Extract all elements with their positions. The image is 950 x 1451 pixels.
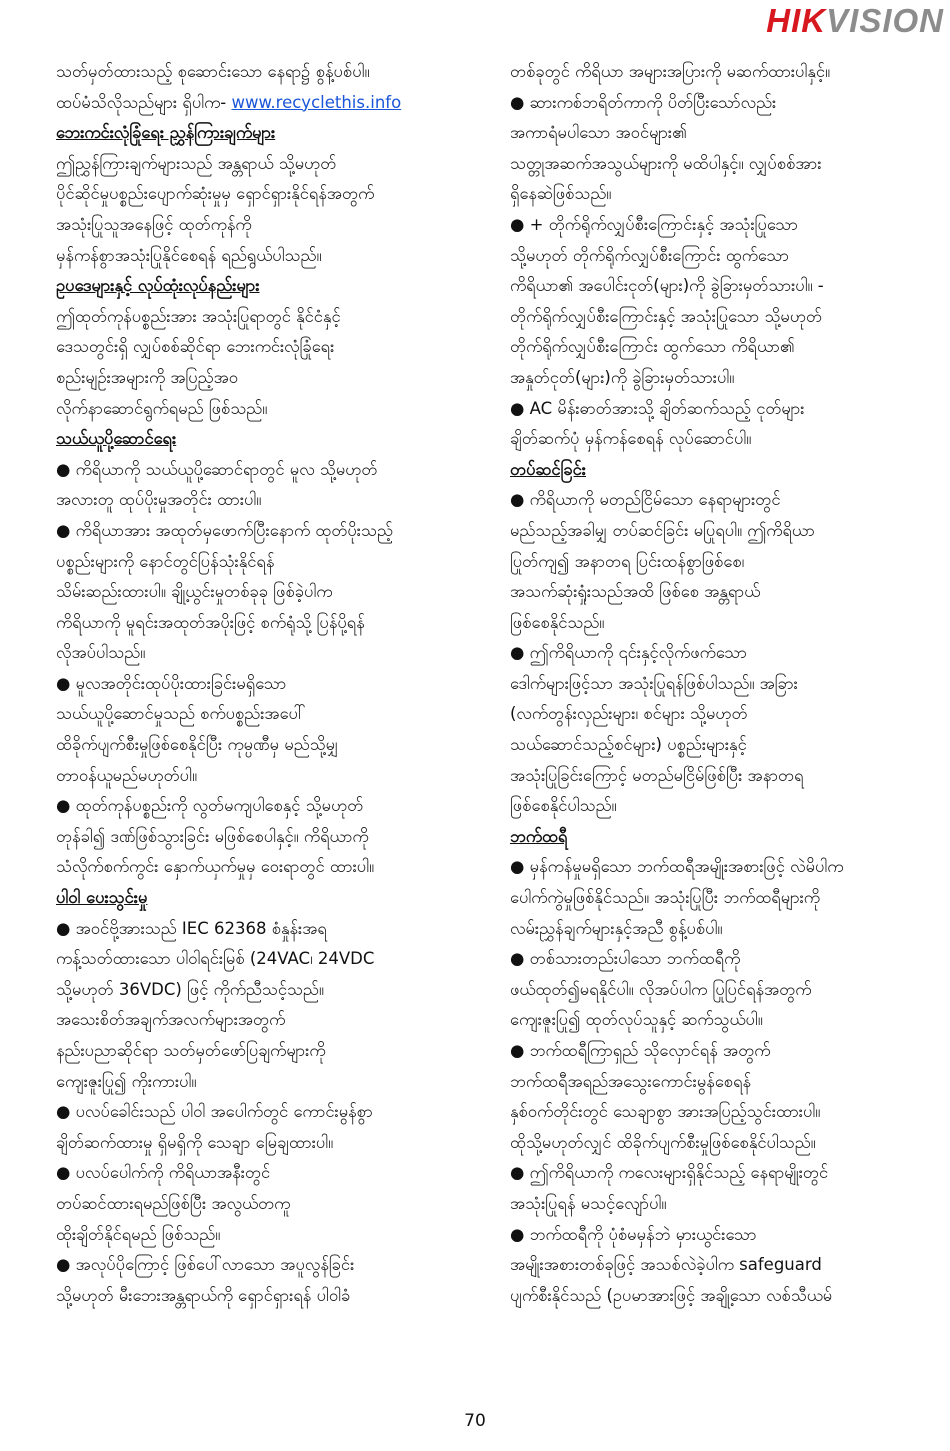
- line-text: သို့မဟုတ် 36VDC) ဖြင့် ကိုက်ညီသင့်သည်။: [56, 979, 324, 999]
- text-line: [510, 1220, 942, 1251]
- text-line: [510, 730, 942, 761]
- text-line: [510, 944, 942, 975]
- line-text: ပေါက်ကွဲမှုဖြစ်နိုင်သည်။ အသုံးပြုပြီး ဘက်ထရီများကို: [510, 888, 820, 908]
- text-line: [56, 608, 482, 639]
- text-line: [56, 394, 482, 425]
- line-text: ဤညွှန်ကြားချက်များသည် အန္တရာယ် သို့မဟုတ်: [56, 153, 337, 173]
- left-column: [56, 57, 482, 1311]
- text-line: [56, 88, 482, 119]
- text-line: [510, 699, 942, 730]
- text-line: [56, 1036, 482, 1067]
- text-line: [510, 791, 942, 822]
- text-line: [510, 332, 942, 363]
- line-text: ပါဝါ ပေးသွင်းမှု: [56, 888, 148, 908]
- text-line: [510, 179, 942, 210]
- line-text: သံလိုက်စက်ကွင်း နှောက်ယှက်မှုမှ ဝေးရာတွင် ထားပါ။: [56, 857, 375, 877]
- text-line: [510, 516, 942, 547]
- line-text: သို့မဟုတ် တိုက်ရိုက်လျှပ်စီးကြောင်း ထွက်သော: [510, 245, 789, 265]
- text-line: [56, 577, 482, 608]
- text-line: [56, 516, 482, 547]
- text-line: [510, 883, 942, 914]
- text-line: [56, 669, 482, 700]
- line-text: ဖယ်ထုတ်၍မရနိုင်ပါ။ လိုအပ်ပါက ပြုပြင်ရန်အတွက်: [510, 979, 812, 999]
- logo-hik: HIK: [766, 2, 827, 39]
- line-text: လိုက်နာဆောင်ရွက်ရမည် ဖြစ်သည်။: [56, 398, 268, 418]
- text-line: [56, 363, 482, 394]
- text-line: [510, 638, 942, 669]
- line-text: အနှုတ်ငုတ်(များ)ကို ခွဲခြားမှတ်သားပါ။: [510, 367, 735, 387]
- text-line: [56, 302, 482, 333]
- line-text: ● ပလပ်ခေါင်းသည် ပါဝါ အပေါက်တွင် ကောင်းမွန်စွာ: [56, 1102, 373, 1122]
- text-line: [510, 1250, 942, 1281]
- text-line: [510, 1158, 942, 1189]
- recycle-link[interactable]: www.recyclethis.info: [231, 92, 402, 112]
- text-line: [56, 210, 482, 241]
- line-text: စည်းမျဉ်းအများကို အပြည့်အဝ: [56, 367, 239, 387]
- line-text: လိုအပ်ပါသည်။: [56, 643, 146, 663]
- text-line: [56, 1128, 482, 1159]
- page-number: 70: [464, 1411, 486, 1431]
- text-line: [56, 1189, 482, 1220]
- line-text: သယ်ဆောင်သည့်စင်များ) ပစ္စည်းများနှင့်: [510, 735, 747, 755]
- line-text: ကိရိယာကို မူရင်းအထုတ်အပိုးဖြင့် စက်ရုံသို့ ပြန်ပို့ရန်: [56, 612, 365, 632]
- line-text: ချိတ်ဆက်ထားမှု ရှိမရှိကို သေချာ မြေချထားပါ။: [56, 1132, 334, 1152]
- text-line: [56, 914, 482, 945]
- line-text: ထိခိုက်ပျက်စီးမှုဖြစ်စေနိုင်ပြီး ကုမ္ပဏီမှ မည်သို့မျှ: [56, 735, 339, 755]
- line-text: ပြုတ်ကျ၍ အနာတရ ပြင်းထန်စွာဖြစ်စေ၊: [510, 551, 745, 571]
- text-line: [56, 761, 482, 792]
- section-heading: [510, 455, 942, 486]
- line-text: တပ်ဆင်ထားရမည်ဖြစ်ပြီး အလွယ်တကူ: [56, 1193, 291, 1213]
- line-text: ● ထုတ်ကုန်ပစ္စည်းကို လွတ်မကျပါစေနှင့် သို့မဟုတ်: [56, 796, 364, 816]
- line-text: အလားတူ ထုပ်ပိုးမှုအတိုင်း ထားပါ။: [56, 490, 262, 510]
- text-line: [510, 485, 942, 516]
- text-line: [510, 914, 942, 945]
- text-line: [56, 1250, 482, 1281]
- text-line: [56, 699, 482, 730]
- line-text: ဒေါက်များဖြင့်သာ အသုံးပြုရန်ဖြစ်ပါသည်။ အခြား: [510, 673, 798, 693]
- line-text: တာဝန်ယူမည်မဟုတ်ပါ။: [56, 765, 197, 785]
- line-text: ● ဤကိရိယာကို ၎င်းနှင့်လိုက်ဖက်သော: [510, 643, 747, 663]
- text-line: [510, 608, 942, 639]
- text-line: [56, 1220, 482, 1251]
- line-text: ဘက်ထရီ: [510, 826, 568, 846]
- line-text: အသေးစိတ်အချက်အလက်များအတွက်: [56, 1010, 286, 1030]
- text-line: [56, 1158, 482, 1189]
- line-text: အသုံးပြုခြင်းကြောင့် မတည်မငြိမ်ဖြစ်ပြီး အနာတရ: [510, 765, 804, 785]
- text-line: [56, 975, 482, 1006]
- right-column: [510, 57, 942, 1311]
- text-line: [510, 852, 942, 883]
- line-text: သယ်ယူပို့ဆောင်ရေး: [56, 429, 177, 449]
- line-text: ● ကိရိယာအား အထုတ်မှဖောက်ပြီးနောက် ထုတ်ပိုးသည့်: [56, 520, 393, 540]
- line-text: အသုံးပြုသူအနေဖြင့် ထုတ်ကုန်ကို: [56, 214, 252, 234]
- line-text: (လက်တွန်းလှည်းများ၊ စင်များ သို့မဟုတ်: [510, 704, 748, 724]
- text-line: [510, 394, 942, 425]
- line-text: အကာရံမပါသော အဝင်များ၏: [510, 123, 687, 143]
- section-heading: [56, 424, 482, 455]
- line-text: ● မှန်ကန်မှုမရှိသော ဘက်ထရီအမျိုးအစားဖြင့် လဲမိပါက: [510, 857, 844, 877]
- line-text: နည်းပညာဆိုင်ရာ သတ်မှတ်ဖော်ပြချက်များကို: [56, 1041, 326, 1060]
- text-line: [56, 455, 482, 486]
- line-text: ● ကိရိယာကို သယ်ယူပို့ဆောင်ရာတွင် မူလ သို့မဟုတ်: [56, 459, 378, 479]
- line-text: ထိုသို့မဟုတ်လျှင် ထိခိုက်ပျက်စီးမှုဖြစ်စေနိုင်ပါသည်။: [510, 1132, 816, 1152]
- line-text: ● ဘက်ထရီကို ပုံစံမမှန်ဘဲ မှားယွင်းသော: [510, 1224, 757, 1244]
- text-line: [510, 1128, 942, 1159]
- line-text: တစ်ခုတွင် ကိရိယာ အများအပြားကို မဆက်ထားပါနှင့်။: [510, 62, 830, 81]
- line-text: ● ဆားကစ်ဘရိတ်ကာကို ပိတ်ပြီးသော်လည်း: [510, 92, 777, 112]
- text-line: [56, 852, 482, 883]
- text-line: [510, 271, 942, 302]
- text-line: [510, 57, 942, 88]
- line-text: သို့မဟုတ် မီးဘေးအန္တရာယ်ကို ရှောင်ရှားရန် ပါဝါခံ: [56, 1285, 351, 1305]
- line-text: ● ကိရိယာကို မတည်ငြိမ်သော နေရာများတွင်: [510, 490, 781, 510]
- line-text: ဥပဒေများနှင့် လုပ်ထုံးလုပ်နည်းများ: [56, 276, 260, 296]
- text-line: [510, 149, 942, 180]
- line-text: နှစ်ဝက်တိုင်းတွင် သေချာစွာ အားအပြည့်သွင်းထားပါ။: [510, 1102, 821, 1122]
- text-line: [510, 241, 942, 272]
- text-line: [56, 485, 482, 516]
- text-line: [510, 1036, 942, 1067]
- text-line: [56, 730, 482, 761]
- line-text: အမျိုးအစားတစ်ခုဖြင့် အသစ်လဲခဲ့ပါက safeguard: [510, 1255, 822, 1275]
- line-text: ထိုးချိတ်နိုင်ရမည် ဖြစ်သည်။: [56, 1224, 221, 1244]
- text-line: [510, 1097, 942, 1128]
- text-line: [510, 761, 942, 792]
- line-text: ● တစ်သားတည်းပါသော ဘက်ထရီကို: [510, 949, 741, 969]
- line-text: ● ဘက်ထရီကြာရှည် သိုလှောင်ရန် အတွက်: [510, 1041, 771, 1060]
- line-text: ● အဝင်ဗို့အားသည် IEC 62368 စံနှုန်းအရ: [56, 918, 327, 938]
- text-line: [510, 577, 942, 608]
- line-text: ● + တိုက်ရိုက်လျှပ်စီးကြောင်းနှင့် အသုံးပြုသော: [510, 214, 798, 234]
- line-text: ဘေးကင်းလုံခြုံရေး ညွှန်ကြားချက်များ: [56, 123, 276, 143]
- text-line: [510, 1067, 942, 1098]
- line-text: တိုက်ရိုက်လျှပ်စီးကြောင်းနှင့် အသုံးပြုသော သို့မဟုတ်: [510, 306, 823, 326]
- line-text: ပစ္စည်းများကို နောင်တွင်ပြန်သုံးနိုင်ရန်: [56, 551, 275, 571]
- logo-vision: VISION: [826, 2, 944, 39]
- line-text: ပိုင်ဆိုင်မှုပစ္စည်းပျောက်ဆုံးမှုမှ ရှောင်ရှားနိုင်ရန်အတွက်: [56, 184, 375, 204]
- line-text: ကျေးဇူးပြု၍ ကိုးကားပါ။: [56, 1071, 197, 1091]
- section-heading: [56, 271, 482, 302]
- line-text: ဤထုတ်ကုန်ပစ္စည်းအား အသုံးပြုရာတွင် နိုင်ငံနှင့်: [56, 306, 341, 326]
- line-text: ပျက်စီးနိုင်သည် (ဥပမာအားဖြင့် အချို့သော လစ်သီယမ်: [510, 1285, 833, 1305]
- line-text: ● မူလအတိုင်းထုပ်ပိုးထားခြင်းမရှိသော: [56, 673, 287, 693]
- text-line: [510, 118, 942, 149]
- line-text: ● ပလပ်ပေါက်ကို ကိရိယာအနီးတွင်: [56, 1163, 271, 1183]
- line-text: လမ်းညွှန်ချက်များနှင့်အညီ စွန့်ပစ်ပါ။: [510, 918, 723, 938]
- line-text: တိုက်ရိုက်လျှပ်စီးကြောင်း ထွက်သော ကိရိယာ၏: [510, 337, 795, 357]
- text-line: [510, 669, 942, 700]
- line-text: ● ဤကိရိယာကို ကလေးများရှိနိုင်သည့် နေရာမျိုးတွင်: [510, 1163, 829, 1183]
- text-line: [510, 424, 942, 455]
- line-text: မည်သည့်အခါမျှ တပ်ဆင်ခြင်း မပြုရပါ။ ဤကိရိယာ: [510, 520, 815, 540]
- text-line: [56, 1281, 482, 1312]
- line-text: တုန်ခါ၍ ဒဏ်ဖြစ်သွားခြင်း မဖြစ်စေပါနှင့်။ ကိရိယာကို: [56, 826, 369, 846]
- text-line: [56, 822, 482, 853]
- text-line: [510, 1281, 942, 1312]
- line-text: ဖြစ်စေနိုင်ပါသည်။: [510, 796, 617, 816]
- line-text: အသက်ဆုံးရှုံးသည်အထိ ဖြစ်စေ အန္တရာယ်: [510, 582, 761, 602]
- line-text: သတ်မှတ်ထားသည့် စုဆောင်းသော နေရာ၌ စွန့်ပစ်ပါ။: [56, 62, 370, 81]
- line-text: ထပ်မံသိလိုသည်များ ရှိပါက-: [56, 92, 232, 112]
- line-text: ● အလုပ်ပိုကြောင့် ဖြစ်ပေါ်လာသော အပူလွန်ခြင်း: [56, 1255, 355, 1275]
- text-line: [510, 363, 942, 394]
- text-line: [510, 88, 942, 119]
- text-line: [510, 210, 942, 241]
- line-text: ကျေးဇူးပြု၍ ထုတ်လုပ်သူနှင့် ဆက်သွယ်ပါ။: [510, 1010, 763, 1030]
- line-text: သိမ်းဆည်းထားပါ။ ချို့ယွင်းမှုတစ်ခုခု ဖြစ်ခဲ့ပါက: [56, 582, 333, 602]
- section-heading: [56, 118, 482, 149]
- text-line: [56, 149, 482, 180]
- text-line: [56, 944, 482, 975]
- text-line: [56, 332, 482, 363]
- text-line: [56, 1067, 482, 1098]
- text-line: [510, 302, 942, 333]
- text-line: [56, 547, 482, 578]
- text-line: [56, 1005, 482, 1036]
- section-heading: [56, 883, 482, 914]
- line-text: ဖြစ်စေနိုင်သည်။: [510, 612, 605, 632]
- line-text: သတ္တုအဆက်အသွယ်များကို မထိပါနှင့်။ လျှပ်စစ်အား: [510, 153, 822, 173]
- text-line: [56, 179, 482, 210]
- line-text: မှန်ကန်စွာအသုံးပြုနိုင်စေရန် ရည်ရွယ်ပါသည်။: [56, 245, 322, 265]
- line-text: ချိတ်ဆက်ပုံ မှန်ကန်စေရန် လုပ်ဆောင်ပါ။: [510, 429, 752, 449]
- line-text: တပ်ဆင်ခြင်း: [510, 459, 586, 479]
- line-text: အသုံးပြုရန် မသင့်လျော်ပါ။: [510, 1193, 667, 1213]
- text-line: [56, 638, 482, 669]
- line-text: ရှိနေဆဲဖြစ်သည်။: [510, 184, 612, 204]
- section-heading: [510, 822, 942, 853]
- text-line: [510, 1189, 942, 1220]
- text-line: [56, 791, 482, 822]
- text-line: [56, 1097, 482, 1128]
- text-line: [56, 241, 482, 272]
- text-line: [510, 975, 942, 1006]
- line-text: ● AC မိန်းဓာတ်အားသို့ ချိတ်ဆက်သည့် ငုတ်များ: [510, 398, 805, 418]
- line-text: ကိရိယာ၏ အပေါင်းငုတ်(များ)ကို ခွဲခြားမှတ်သားပါ။ -: [510, 276, 824, 296]
- hikvision-logo: [766, 2, 944, 40]
- line-text: ဘက်ထရီအရည်အသွေးကောင်းမွန်စေရန်: [510, 1071, 752, 1091]
- text-line: [510, 547, 942, 578]
- text-line: [510, 1005, 942, 1036]
- line-text: သယ်ယူပို့ဆောင်မှုသည် စက်ပစ္စည်းအပေါ်: [56, 704, 306, 724]
- line-text: ဒေသတွင်းရှိ လျှပ်စစ်ဆိုင်ရာ ဘေးကင်းလုံခြုံရေး: [56, 337, 335, 357]
- line-text: ကန့်သတ်ထားသော ပါဝါရင်းမြစ် (24VAC၊ 24VDC: [56, 949, 375, 969]
- text-line: [56, 57, 482, 88]
